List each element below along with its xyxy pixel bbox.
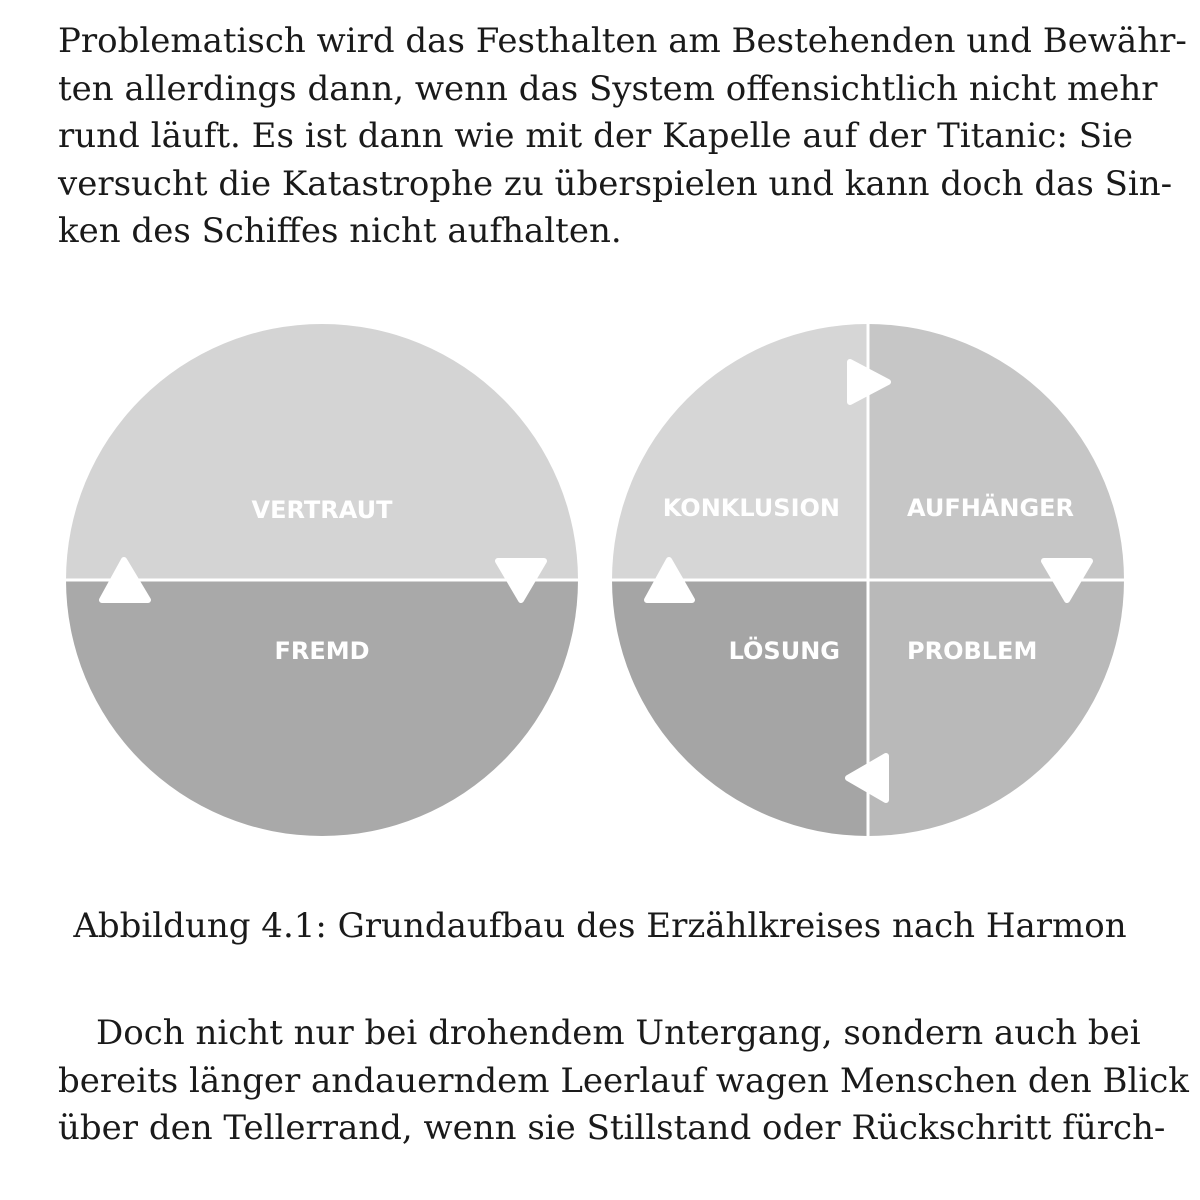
label-loesung: LÖSUNG <box>728 637 840 665</box>
label-fremd: FREMD <box>274 637 370 665</box>
segment-vertraut <box>66 324 578 580</box>
text-line: bereits länger andauerndem Leerlauf wagen Menschen den Blick <box>58 1060 1189 1101</box>
text-line: ken des Schiffes nicht aufhalten. <box>58 211 622 251</box>
segment-fremd <box>66 580 578 836</box>
figure-caption: Abbildung 4.1: Grundaufbau des Erzählkreises nach Harmon <box>73 906 1127 946</box>
paragraph-bottom <box>58 1010 1189 1153</box>
label-vertraut: VERTRAUT <box>251 496 393 524</box>
label-problem: PROBLEM <box>907 637 1038 665</box>
text-line: Problematisch wird das Festhalten am Bestehenden und Bewähr- <box>58 21 1187 61</box>
segment-loesung <box>612 580 868 836</box>
text-line: versucht die Katastrophe zu überspielen und kann doch das Sin- <box>58 163 1173 204</box>
text-line: ten allerdings dann, wenn das System offensichtlich nicht mehr <box>58 68 1158 109</box>
text-line: rund läuft. Es ist dann wie mit der Kapelle auf der Titanic: Sie <box>58 116 1133 156</box>
segment-problem <box>868 580 1124 836</box>
story-circle-figure <box>0 300 1200 860</box>
left-circle <box>66 324 578 836</box>
segment-konklusion <box>612 324 868 580</box>
paragraph-top <box>58 18 1187 256</box>
segment-aufhaenger <box>868 324 1124 580</box>
text-line: über den Tellerrand, wenn sie Stillstand oder Rückschritt fürch- <box>58 1108 1166 1148</box>
label-aufhaenger: AUFHÄNGER <box>907 494 1075 522</box>
right-circle <box>612 324 1124 836</box>
text-line: Doch nicht nur bei drohendem Untergang, sondern auch bei <box>96 1013 1141 1053</box>
label-konklusion: KONKLUSION <box>662 494 840 522</box>
